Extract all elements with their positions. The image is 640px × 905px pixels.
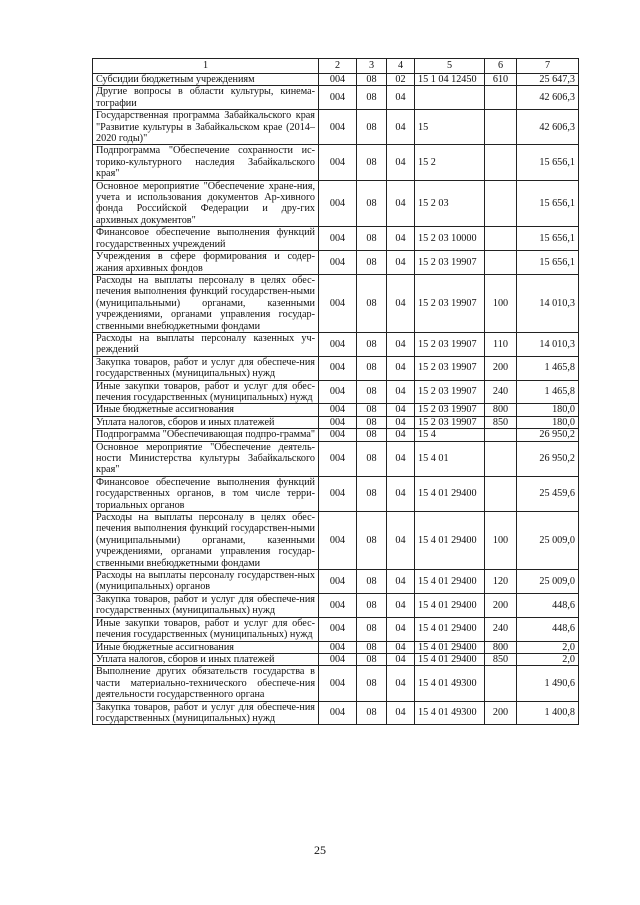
- table-row: [93, 180, 579, 227]
- cell-section: 08: [357, 380, 387, 404]
- cell-subsection: 04: [387, 512, 415, 570]
- column-header: 5: [415, 59, 485, 74]
- cell-name: Уплата налогов, сборов и иных платежей: [93, 416, 319, 428]
- cell-target-article: 15 4 01: [415, 441, 485, 476]
- cell-name: Основное мероприятие "Обеспечение деятель-ности Министерства культуры Забайкальского края": [93, 441, 319, 476]
- cell-subsection: 04: [387, 416, 415, 428]
- cell-amount: 2,0: [517, 641, 579, 653]
- cell-amount: 1 465,8: [517, 380, 579, 404]
- cell-target-article: 15 2 03 19907: [415, 332, 485, 356]
- cell-section: 08: [357, 180, 387, 227]
- cell-section: 08: [357, 74, 387, 86]
- cell-ministry-code: 004: [319, 570, 357, 594]
- budget-table: [92, 58, 579, 725]
- table-row: [93, 441, 579, 476]
- table-header-row: [93, 59, 579, 74]
- cell-amount: 1 490,6: [517, 666, 579, 701]
- cell-ministry-code: 004: [319, 110, 357, 145]
- cell-subsection: 04: [387, 617, 415, 641]
- cell-amount: 42 606,3: [517, 86, 579, 110]
- cell-amount: 2,0: [517, 653, 579, 665]
- cell-section: 08: [357, 476, 387, 511]
- cell-name: Субсидии бюджетным учреждениям: [93, 74, 319, 86]
- cell-expense-type: 200: [485, 356, 517, 380]
- cell-section: 08: [357, 570, 387, 594]
- cell-target-article: 15 4 01 29400: [415, 570, 485, 594]
- table-row: [93, 86, 579, 110]
- cell-section: 08: [357, 593, 387, 617]
- cell-subsection: 04: [387, 380, 415, 404]
- cell-ministry-code: 004: [319, 476, 357, 511]
- cell-amount: 1 400,8: [517, 701, 579, 725]
- cell-expense-type: 110: [485, 332, 517, 356]
- cell-name: Государственная программа Забайкальского края "Развитие культуры в Забайкальском крае (2014–2020 годы)": [93, 110, 319, 145]
- cell-target-article: 15 2 03 10000: [415, 227, 485, 251]
- cell-ministry-code: 004: [319, 74, 357, 86]
- cell-expense-type: [485, 441, 517, 476]
- table-row: [93, 274, 579, 332]
- cell-section: 08: [357, 641, 387, 653]
- cell-subsection: 04: [387, 145, 415, 180]
- cell-section: 08: [357, 512, 387, 570]
- cell-amount: 26 950,2: [517, 441, 579, 476]
- table-row: [93, 666, 579, 701]
- cell-name: Расходы на выплаты персоналу государствен-ных (муниципальных) органов: [93, 570, 319, 594]
- cell-name: Другие вопросы в области культуры, кинема-тографии: [93, 86, 319, 110]
- cell-name: Расходы на выплаты персоналу в целях обес-печения выполнения функций государствен-ными (муниципальными) органами, казенными учреждениями, органами управления государ-ственными внебюджетными фондами: [93, 512, 319, 570]
- cell-name: Подпрограмма "Обеспечивающая подпро-грамма": [93, 429, 319, 441]
- cell-name: Иные закупки товаров, работ и услуг для обес-печения государственных (муниципальных) нужд: [93, 617, 319, 641]
- cell-expense-type: 850: [485, 653, 517, 665]
- cell-name: Учреждения в сфере формирования и содер-жания архивных фондов: [93, 251, 319, 275]
- cell-section: 08: [357, 666, 387, 701]
- cell-amount: 448,6: [517, 617, 579, 641]
- cell-ministry-code: 004: [319, 512, 357, 570]
- cell-ministry-code: 004: [319, 251, 357, 275]
- cell-amount: 15 656,1: [517, 180, 579, 227]
- cell-ministry-code: 004: [319, 666, 357, 701]
- table-row: [93, 570, 579, 594]
- column-header: 7: [517, 59, 579, 74]
- cell-name: Иные бюджетные ассигнования: [93, 404, 319, 416]
- cell-name: Основное мероприятие "Обеспечение хране-ния, учета и использования документов Ар-хивного фонда Российской Федерации и дру-гих архивных документов": [93, 180, 319, 227]
- cell-expense-type: 100: [485, 274, 517, 332]
- table-row: [93, 429, 579, 441]
- cell-section: 08: [357, 274, 387, 332]
- cell-expense-type: 240: [485, 617, 517, 641]
- cell-amount: 180,0: [517, 416, 579, 428]
- table-row: [93, 251, 579, 275]
- cell-target-article: 15 2 03 19907: [415, 404, 485, 416]
- cell-name: Подпрограмма "Обеспечение сохранности ис-торико-культурного наследия Забайкальского края": [93, 145, 319, 180]
- cell-section: 08: [357, 441, 387, 476]
- cell-expense-type: 240: [485, 380, 517, 404]
- table-row: [93, 701, 579, 725]
- cell-amount: 25 009,0: [517, 512, 579, 570]
- cell-subsection: 04: [387, 653, 415, 665]
- cell-subsection: 04: [387, 86, 415, 110]
- cell-target-article: 15 4 01 49300: [415, 666, 485, 701]
- table-row: [93, 145, 579, 180]
- column-header: 2: [319, 59, 357, 74]
- cell-subsection: 04: [387, 180, 415, 227]
- table-row: [93, 641, 579, 653]
- cell-ministry-code: 004: [319, 617, 357, 641]
- cell-subsection: 04: [387, 476, 415, 511]
- cell-target-article: 15 2 03 19907: [415, 251, 485, 275]
- table-row: [93, 617, 579, 641]
- cell-expense-type: [485, 429, 517, 441]
- cell-subsection: 02: [387, 74, 415, 86]
- cell-amount: 26 950,2: [517, 429, 579, 441]
- cell-subsection: 04: [387, 404, 415, 416]
- cell-subsection: 04: [387, 356, 415, 380]
- cell-amount: 42 606,3: [517, 110, 579, 145]
- cell-target-article: 15 4 01 29400: [415, 653, 485, 665]
- cell-target-article: 15 2 03: [415, 180, 485, 227]
- cell-section: 08: [357, 86, 387, 110]
- cell-expense-type: 800: [485, 641, 517, 653]
- cell-amount: 25 009,0: [517, 570, 579, 594]
- column-header: 4: [387, 59, 415, 74]
- table-row: [93, 332, 579, 356]
- cell-target-article: 15 4 01 29400: [415, 512, 485, 570]
- cell-amount: 1 465,8: [517, 356, 579, 380]
- cell-ministry-code: 004: [319, 653, 357, 665]
- cell-subsection: 04: [387, 641, 415, 653]
- cell-section: 08: [357, 429, 387, 441]
- cell-target-article: 15 2: [415, 145, 485, 180]
- cell-target-article: 15 4 01 49300: [415, 701, 485, 725]
- cell-expense-type: 610: [485, 74, 517, 86]
- cell-subsection: 04: [387, 227, 415, 251]
- cell-expense-type: 800: [485, 404, 517, 416]
- cell-ministry-code: 004: [319, 356, 357, 380]
- cell-ministry-code: 004: [319, 593, 357, 617]
- cell-name: Финансовое обеспечение выполнения функций государственных учреждений: [93, 227, 319, 251]
- cell-amount: 180,0: [517, 404, 579, 416]
- table-row: [93, 653, 579, 665]
- cell-target-article: 15 4 01 29400: [415, 476, 485, 511]
- cell-ministry-code: 004: [319, 404, 357, 416]
- cell-name: Финансовое обеспечение выполнения функций государственных органов, в том числе терри-ториальных органов: [93, 476, 319, 511]
- cell-expense-type: [485, 476, 517, 511]
- table-row: [93, 416, 579, 428]
- cell-target-article: 15 2 03 19907: [415, 416, 485, 428]
- cell-target-article: 15: [415, 110, 485, 145]
- table-body: [93, 74, 579, 725]
- cell-subsection: 04: [387, 332, 415, 356]
- cell-amount: 14 010,3: [517, 274, 579, 332]
- cell-expense-type: 120: [485, 570, 517, 594]
- cell-expense-type: [485, 251, 517, 275]
- cell-name: Закупка товаров, работ и услуг для обеспече-ния государственных (муниципальных) нужд: [93, 701, 319, 725]
- cell-ministry-code: 004: [319, 227, 357, 251]
- cell-section: 08: [357, 617, 387, 641]
- cell-amount: 15 656,1: [517, 251, 579, 275]
- cell-subsection: 04: [387, 251, 415, 275]
- cell-name: Выполнение других обязательств государства в части материально-технического обеспече-ния деятельности государственного органа: [93, 666, 319, 701]
- table-row: [93, 380, 579, 404]
- table-row: [93, 356, 579, 380]
- cell-expense-type: [485, 180, 517, 227]
- cell-target-article: 15 2 03 19907: [415, 380, 485, 404]
- cell-ministry-code: 004: [319, 441, 357, 476]
- cell-target-article: 15 1 04 12450: [415, 74, 485, 86]
- cell-expense-type: [485, 110, 517, 145]
- cell-subsection: 04: [387, 570, 415, 594]
- cell-name: Иные закупки товаров, работ и услуг для обес-печения государственных (муниципальных) нужд: [93, 380, 319, 404]
- table-row: [93, 512, 579, 570]
- cell-subsection: 04: [387, 429, 415, 441]
- cell-ministry-code: 004: [319, 86, 357, 110]
- cell-amount: 14 010,3: [517, 332, 579, 356]
- cell-target-article: 15 4: [415, 429, 485, 441]
- cell-target-article: 15 4 01 29400: [415, 593, 485, 617]
- table-row: [93, 74, 579, 86]
- column-header: 3: [357, 59, 387, 74]
- cell-expense-type: [485, 86, 517, 110]
- cell-name: Закупка товаров, работ и услуг для обеспече-ния государственных (муниципальных) нужд: [93, 356, 319, 380]
- cell-section: 08: [357, 110, 387, 145]
- column-header: 6: [485, 59, 517, 74]
- table-row: [93, 227, 579, 251]
- cell-expense-type: 100: [485, 512, 517, 570]
- table-row: [93, 110, 579, 145]
- cell-subsection: 04: [387, 274, 415, 332]
- page-number: 25: [314, 843, 326, 857]
- cell-amount: 25 647,3: [517, 74, 579, 86]
- cell-section: 08: [357, 416, 387, 428]
- cell-ministry-code: 004: [319, 380, 357, 404]
- cell-ministry-code: 004: [319, 145, 357, 180]
- table-row: [93, 404, 579, 416]
- cell-subsection: 04: [387, 666, 415, 701]
- cell-subsection: 04: [387, 441, 415, 476]
- cell-target-article: [415, 86, 485, 110]
- table-row: [93, 593, 579, 617]
- table-row: [93, 476, 579, 511]
- cell-section: 08: [357, 227, 387, 251]
- cell-expense-type: [485, 666, 517, 701]
- cell-name: Уплата налогов, сборов и иных платежей: [93, 653, 319, 665]
- cell-name: Иные бюджетные ассигнования: [93, 641, 319, 653]
- cell-name: Закупка товаров, работ и услуг для обеспече-ния государственных (муниципальных) нужд: [93, 593, 319, 617]
- cell-ministry-code: 004: [319, 332, 357, 356]
- cell-subsection: 04: [387, 110, 415, 145]
- cell-ministry-code: 004: [319, 429, 357, 441]
- cell-amount: 448,6: [517, 593, 579, 617]
- cell-target-article: 15 4 01 29400: [415, 641, 485, 653]
- cell-expense-type: 200: [485, 593, 517, 617]
- cell-expense-type: 850: [485, 416, 517, 428]
- cell-section: 08: [357, 404, 387, 416]
- cell-section: 08: [357, 251, 387, 275]
- column-header: 1: [93, 59, 319, 74]
- cell-section: 08: [357, 356, 387, 380]
- cell-expense-type: [485, 145, 517, 180]
- cell-ministry-code: 004: [319, 701, 357, 725]
- cell-section: 08: [357, 145, 387, 180]
- cell-section: 08: [357, 332, 387, 356]
- cell-name: Расходы на выплаты персоналу в целях обес-печения выполнения функций государствен-ными (муниципальными) органами, казенными учреждениями, органами управления государ-ственными внебюджетными фондами: [93, 274, 319, 332]
- cell-ministry-code: 004: [319, 641, 357, 653]
- cell-amount: 15 656,1: [517, 227, 579, 251]
- cell-target-article: 15 4 01 29400: [415, 617, 485, 641]
- cell-target-article: 15 2 03 19907: [415, 356, 485, 380]
- cell-expense-type: [485, 227, 517, 251]
- cell-ministry-code: 004: [319, 416, 357, 428]
- cell-section: 08: [357, 653, 387, 665]
- cell-amount: 15 656,1: [517, 145, 579, 180]
- cell-amount: 25 459,6: [517, 476, 579, 511]
- cell-expense-type: 200: [485, 701, 517, 725]
- cell-subsection: 04: [387, 701, 415, 725]
- cell-name: Расходы на выплаты персоналу казенных уч-реждений: [93, 332, 319, 356]
- cell-subsection: 04: [387, 593, 415, 617]
- cell-section: 08: [357, 701, 387, 725]
- cell-ministry-code: 004: [319, 180, 357, 227]
- cell-target-article: 15 2 03 19907: [415, 274, 485, 332]
- cell-ministry-code: 004: [319, 274, 357, 332]
